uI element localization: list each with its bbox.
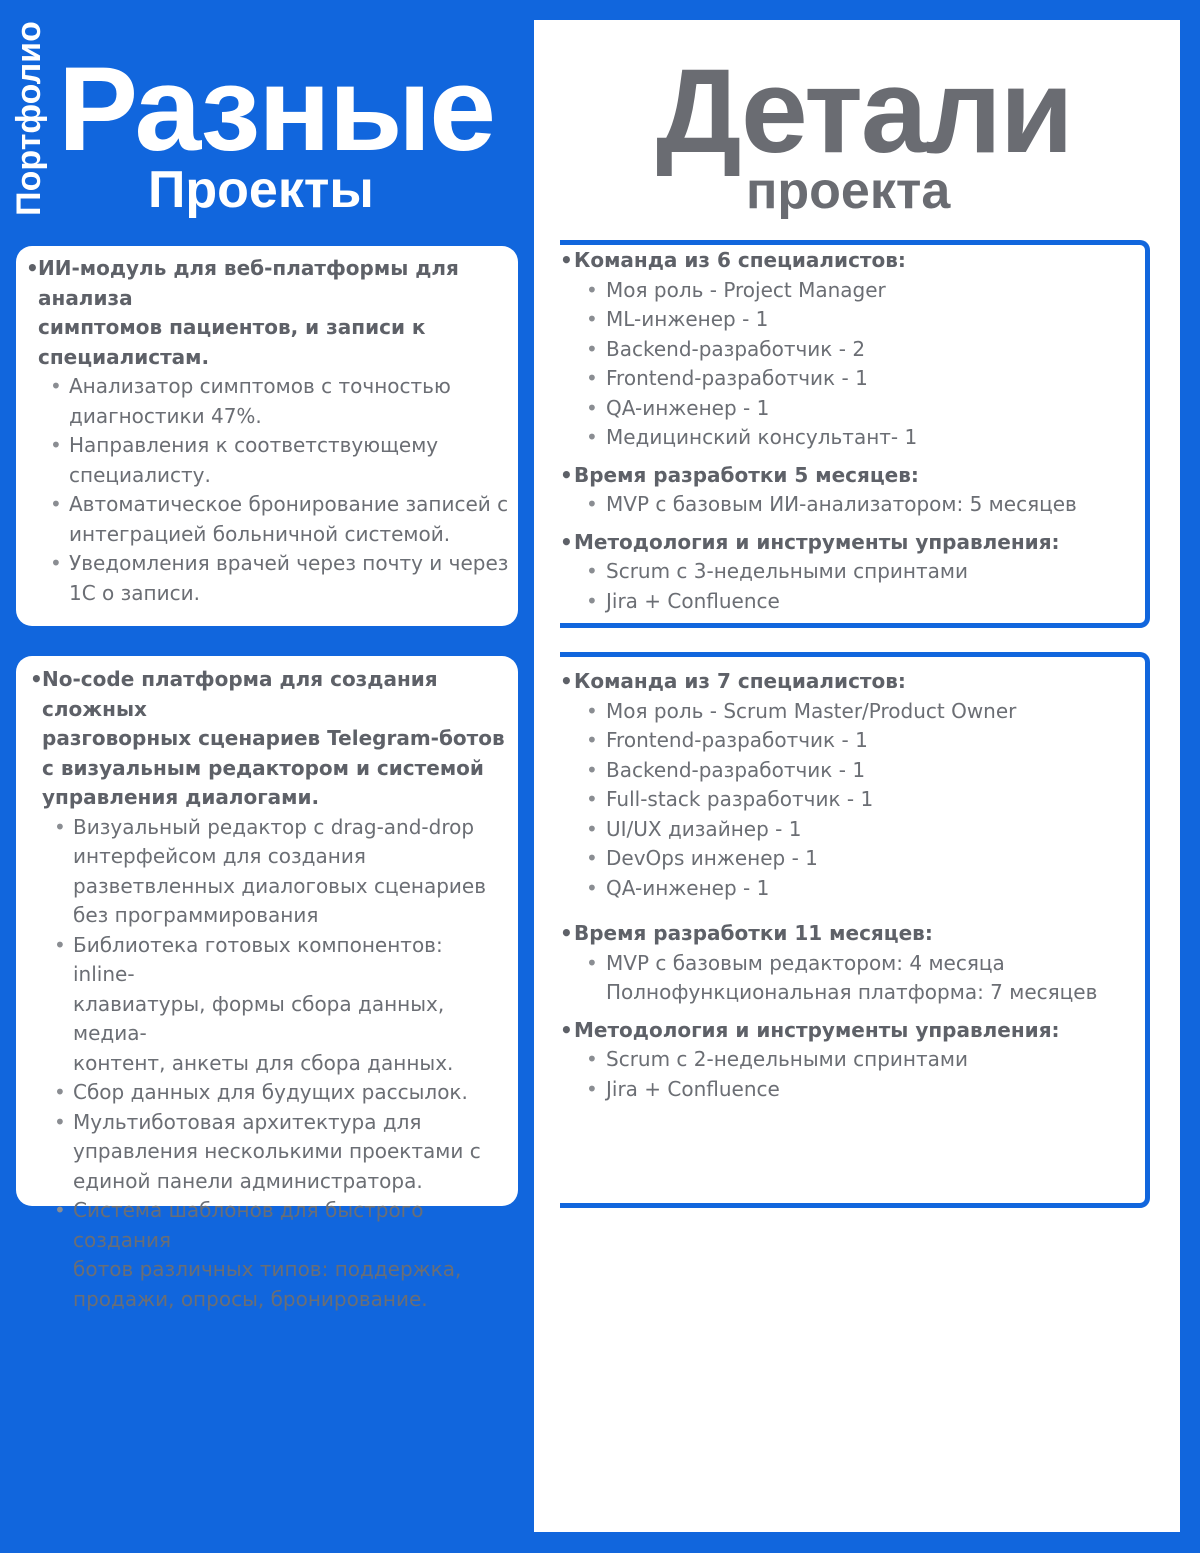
team-item: • ML-инженер - 1 bbox=[558, 305, 1138, 335]
details-block-1 bbox=[558, 246, 1138, 616]
portfolio-label-text: Портфолио bbox=[9, 20, 48, 216]
feature-item bbox=[24, 490, 510, 549]
time-item: • MVP с базовым редактором: 4 месяца bbox=[558, 949, 1138, 979]
time-item: • MVP с базовым ИИ-анализатором: 5 месяцев bbox=[558, 490, 1138, 520]
time-heading: • Время разработки 11 месяцев: bbox=[558, 919, 1138, 949]
heading-line: специалистам. bbox=[38, 344, 210, 369]
feature-item bbox=[28, 813, 510, 931]
heading-line: разговорных сценариев Telegram-ботов bbox=[42, 726, 505, 750]
team-heading: • Команда из 6 специалистов: bbox=[558, 246, 1138, 276]
item-line: специалисту. bbox=[69, 462, 211, 487]
item-line: управления несколькими проектами с bbox=[73, 1139, 481, 1163]
team-item: • QA-инженер - 1 bbox=[558, 394, 1138, 424]
item-line: • Анализатор симптомов с точностью bbox=[69, 374, 451, 398]
item-line: интерфейсом для создания bbox=[73, 844, 366, 868]
method-item: • Jira + Confluence bbox=[558, 1075, 1138, 1105]
item-line: • Мультиботовая архитектура для bbox=[73, 1109, 422, 1134]
method-item: • Scrum с 3-недельными спринтами bbox=[558, 557, 1138, 587]
team-item: • Моя роль - Scrum Master/Product Owner bbox=[558, 697, 1138, 727]
portfolio-vertical-label bbox=[6, 10, 52, 226]
feature-item bbox=[28, 1108, 510, 1197]
item-line: разветвленных диалоговых сценариев bbox=[73, 873, 486, 898]
item-line: ботов различных типов: поддержка, bbox=[73, 1257, 462, 1281]
item-line: 1С о записи. bbox=[69, 580, 200, 605]
project-heading bbox=[24, 254, 510, 372]
team-item: • Backend-разработчик - 1 bbox=[558, 756, 1138, 786]
item-line: клавиатуры, формы сбора данных, медиа- bbox=[73, 991, 445, 1045]
team-item: • QA-инженер - 1 bbox=[558, 874, 1138, 904]
details-title: Детали bbox=[656, 44, 1072, 178]
details-subtitle: проекта bbox=[746, 162, 951, 220]
method-item: • Jira + Confluence bbox=[558, 587, 1138, 617]
item-line: диагностики 47%. bbox=[69, 403, 262, 428]
item-line: • Уведомления врачей через почту и через bbox=[69, 551, 509, 575]
item-line: • Визуальный редактор с drag-and-drop bbox=[73, 814, 475, 839]
heading-line: симптомов пациентов, и записи к bbox=[38, 315, 426, 339]
method-heading: • Методология и инструменты управления: bbox=[558, 1016, 1138, 1046]
team-item: • Full-stack разработчик - 1 bbox=[558, 785, 1138, 815]
project-heading bbox=[28, 665, 510, 813]
team-item: • Медицинский консультант- 1 bbox=[558, 423, 1138, 453]
item-line: контент, анкеты для сбора данных. bbox=[73, 1050, 454, 1075]
feature-item bbox=[28, 1196, 510, 1314]
project-card-nocode-platform bbox=[16, 656, 518, 1311]
details-block-2 bbox=[558, 667, 1138, 1104]
item-line: единой панели администратора. bbox=[73, 1168, 423, 1193]
item-line: • Сбор данных для будущих рассылок. bbox=[73, 1080, 468, 1104]
team-item: • Backend-разработчик - 2 bbox=[558, 335, 1138, 365]
feature-item bbox=[24, 549, 510, 608]
item-line: • Автоматическое бронирование записей с bbox=[69, 492, 509, 516]
item-line: • Система шаблонов для быстрого создания bbox=[73, 1198, 424, 1252]
heading-line: с визуальным редактором и системой bbox=[42, 755, 484, 780]
item-line: • Библиотека готовых компонентов: inline- bbox=[73, 932, 443, 986]
item-line: без программирования bbox=[73, 903, 319, 927]
heading-line: управления диалогами. bbox=[42, 785, 320, 809]
team-item: • Frontend-разработчик - 1 bbox=[558, 364, 1138, 394]
team-item: • Моя роль - Project Manager bbox=[558, 276, 1138, 306]
team-item: • UI/UX дизайнер - 1 bbox=[558, 815, 1138, 845]
feature-item bbox=[28, 1078, 510, 1108]
method-heading: • Методология и инструменты управления: bbox=[558, 528, 1138, 558]
item-line: • Направления к соответствующему bbox=[69, 433, 439, 457]
feature-item bbox=[24, 372, 510, 431]
method-item: • Scrum с 2-недельными спринтами bbox=[558, 1045, 1138, 1075]
team-item: • DevOps инженер - 1 bbox=[558, 844, 1138, 874]
item-line: интеграцией больничной системой. bbox=[69, 521, 451, 546]
page-title: Разные bbox=[58, 42, 495, 176]
team-heading: • Команда из 7 специалистов: bbox=[558, 667, 1138, 697]
time-item-continuation: Полнофункциональная платформа: 7 месяцев bbox=[606, 980, 1098, 1004]
time-heading: • Время разработки 5 месяцев: bbox=[558, 461, 1138, 491]
heading-line: • No-code платформа для создания сложных bbox=[42, 667, 438, 721]
team-item: • Frontend-разработчик - 1 bbox=[558, 726, 1138, 756]
heading-line: • ИИ-модуль для веб-платформы для анализа bbox=[38, 256, 459, 310]
item-line: продажи, опросы, бронирование. bbox=[73, 1286, 428, 1311]
project-card-ai-module bbox=[16, 246, 518, 626]
feature-item bbox=[28, 931, 510, 1079]
page-subtitle: Проекты bbox=[148, 161, 374, 219]
feature-item bbox=[24, 431, 510, 490]
